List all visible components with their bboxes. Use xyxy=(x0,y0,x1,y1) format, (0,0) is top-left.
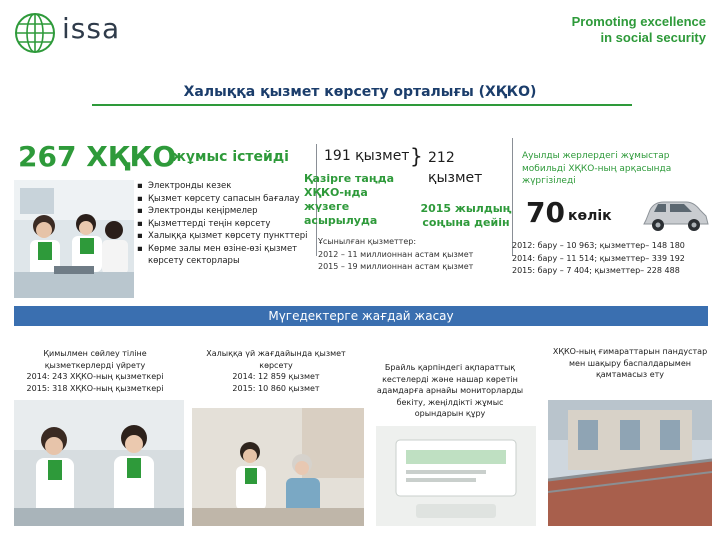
title-divider xyxy=(92,104,632,106)
column-2-line: Халыққа үй жағдайында қызмет көрсету xyxy=(206,349,346,370)
vehicles-stat-2014: 2014: бару – 11 514; қызметтер– 339 192 xyxy=(512,253,685,263)
tagline xyxy=(572,14,706,46)
braille-table-photo xyxy=(376,426,536,526)
home-service-text xyxy=(190,348,362,394)
vehicles-stats xyxy=(512,240,712,278)
sign-language-training-text xyxy=(20,348,170,394)
home-service-photo xyxy=(192,408,364,526)
tagline-line-2: in social security xyxy=(600,30,706,45)
mobile-centers-text: Ауылды жерлердегі жұмыстар мобильді ХҚКО-ның арқасында жүргізіледі xyxy=(522,151,672,186)
page-title: Халыққа қызмет көрсету орталығы (ХҚКО) xyxy=(183,84,537,100)
feature-item: ▪ Қызметтерді теңін көрсету xyxy=(148,218,334,231)
services-target-value: 212 қызмет xyxy=(428,150,483,186)
services-stats-2012: 2012 – 11 миллионнан астам қызмет xyxy=(318,249,474,259)
services-stats-2015: 2015 – 19 миллионнан астам қызмет xyxy=(318,262,474,271)
issa-logo-text: issa xyxy=(62,12,121,45)
right-divider xyxy=(512,138,513,256)
services-now-label: Қазірге таңда ХҚКО-нда жүзеге асырылуда xyxy=(304,172,395,227)
office-staff-photo xyxy=(14,180,134,298)
ramp-building-photo xyxy=(548,400,712,526)
feature-item: ▪ Электронды кеңірмелер xyxy=(148,205,334,218)
column-2-line: 2014: 12 859 қызмет xyxy=(232,372,320,381)
services-year-label: 2015 жылдың соңына дейін xyxy=(420,202,512,229)
vehicles-stat-2015: 2015: бару – 7 404; қызметтер– 228 488 xyxy=(512,266,680,275)
centers-count-subtitle: жұмыс істейді xyxy=(172,149,289,165)
disability-section-header: Мүгедектерге жағдай жасау xyxy=(14,306,708,326)
column-1-line: 2014: 243 ХҚКО-ның қызметкері xyxy=(26,372,164,381)
feature-item: ▪ Электронды кезек xyxy=(148,180,334,193)
braille-info-text xyxy=(372,362,528,420)
services-brace: } xyxy=(410,144,423,168)
tagline-line-1: Promoting excellence xyxy=(571,14,706,29)
feature-item: ▪ Халыққа қызмет көрсету пункттері xyxy=(148,230,334,243)
vehicles-label: көлік xyxy=(568,208,612,224)
vehicles-stat-2012: 2012: бару – 10 963; қызметтер– 148 180 xyxy=(512,241,685,250)
services-stats-title: Ұсынылған қызметтер: xyxy=(318,237,417,246)
issa-globe-logo-icon xyxy=(14,12,56,54)
feature-item: ▪ Қызмет көрсету сапасын бағалау xyxy=(148,193,334,206)
column-3-line: Брайль қарпіндегі ақпараттық кестелерді және нашар көретін адамдарға арнайы мониторларды бекіту, жеңілдікті жұмыс орындарын құру xyxy=(376,363,524,418)
column-1-line: Қимылмен сөйлеу тіліне қызметкерлерді үйрету xyxy=(43,349,147,370)
car-icon xyxy=(640,190,712,236)
ramps-text xyxy=(548,346,712,381)
sign-language-photo xyxy=(14,400,184,526)
centers-count: 267 ХҚКО xyxy=(18,140,177,173)
column-1-line: 2015: 318 ХҚКО-ның қызметкері xyxy=(26,383,164,393)
services-now-value: 191 қызмет xyxy=(324,148,410,164)
column-2-line: 2015: 10 860 қызмет xyxy=(232,383,320,393)
column-4-line: ХҚКО-ның ғимараттарын пандустар мен шақыру баспалдарымен қамтамасыз ету xyxy=(552,347,708,379)
vehicles-count: 70 xyxy=(526,196,565,229)
services-stats xyxy=(318,236,478,274)
feature-item: ▪ Көрме залы мен өзіне-өзі қызмет көрсету секторлары xyxy=(148,243,334,268)
